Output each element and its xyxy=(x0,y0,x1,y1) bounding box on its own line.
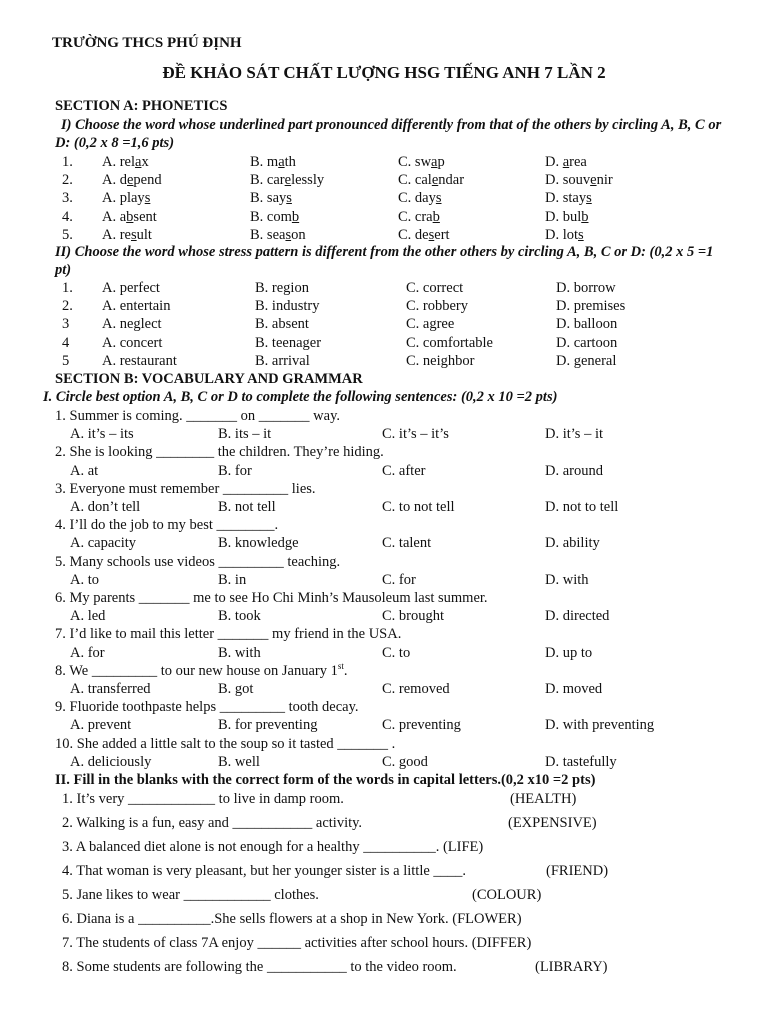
answer-option: C. after xyxy=(382,462,426,479)
answer-option xyxy=(102,171,162,189)
answer-option: D. borrow xyxy=(556,280,616,296)
answer-option: C. comfortable xyxy=(406,334,493,351)
fill-sentence: 4. That woman is very pleasant, but her younger sister is a little ____. xyxy=(62,863,467,879)
fill-sentence: 8. Some students are following the ___________ to the video room. xyxy=(62,959,457,975)
underlined-part: e xyxy=(126,172,134,189)
underlined-part: b xyxy=(126,208,134,225)
underlined-part: a xyxy=(562,154,570,170)
answer-option xyxy=(398,208,440,226)
underlined-part: s xyxy=(131,226,137,243)
underlined-part: a xyxy=(278,154,285,170)
answer-option: A. it’s – its xyxy=(70,426,134,443)
underlined-part: a xyxy=(431,154,438,170)
answer-option xyxy=(102,208,157,226)
option-text: D. xyxy=(545,154,563,170)
answer-option: D. directed xyxy=(545,608,610,625)
answer-option: C. for xyxy=(382,571,416,588)
answer-option xyxy=(545,226,584,244)
option-text: B. sea xyxy=(250,226,286,243)
question-text xyxy=(55,407,340,425)
answer-option xyxy=(545,153,587,171)
question-text xyxy=(55,698,359,716)
root-word: (HEALTH) xyxy=(510,791,577,807)
answer-option: A. prevent xyxy=(70,717,132,734)
section-b-part1-instruction: I. Circle best option A, B, C or D to complete the following sentences: (0,2 x 10 =2 pts) xyxy=(43,389,558,405)
question-number: 4 xyxy=(62,334,70,351)
underlined-part: a xyxy=(135,154,142,170)
question-stem: 1. Summer is coming. _______ on _______ way. xyxy=(55,408,341,424)
answer-option xyxy=(545,208,589,226)
fill-sentence: 1. It’s very ____________ to live in damp room. xyxy=(62,791,344,807)
underlined-part: b xyxy=(581,208,589,225)
option-text: ndar xyxy=(438,172,465,189)
option-text: x xyxy=(141,154,149,170)
answer-option: B. for preventing xyxy=(218,717,318,734)
question-number: 2. xyxy=(62,298,73,315)
question-text xyxy=(55,480,316,498)
question-text xyxy=(55,516,278,534)
answer-option: D. with xyxy=(545,571,589,588)
fill-sentence: 6. Diana is a __________.She sells flowers at a shop in New York. (FLOWER) xyxy=(62,911,522,927)
answer-option: A. perfect xyxy=(102,280,160,296)
answer-option: D. balloon xyxy=(556,316,618,333)
option-text: D. lot xyxy=(545,226,579,243)
question-text xyxy=(55,735,395,753)
option-text: lessly xyxy=(291,172,325,189)
root-word: (FRIEND) xyxy=(546,863,609,879)
answer-option: D. tastefully xyxy=(545,753,617,770)
underlined-part: e xyxy=(431,172,439,189)
underlined-part: s xyxy=(286,190,292,207)
answer-option: C. neighbor xyxy=(406,352,475,369)
answer-option: C. agree xyxy=(406,316,455,333)
question-stem: 8. We _________ to our new house on January 1 xyxy=(55,662,338,679)
option-text: B. say xyxy=(250,190,287,207)
answer-option: D. general xyxy=(556,352,617,369)
option-text: D. souv xyxy=(545,172,591,189)
answer-option xyxy=(545,171,613,189)
section-b-part2-instruction: II. Fill in the blanks with the correct form of the words in capital letters.(0,2 x10 =2 pts) xyxy=(55,772,596,788)
question-text xyxy=(55,625,401,643)
answer-option xyxy=(250,153,296,171)
answer-option: B. not tell xyxy=(218,499,276,515)
answer-option: A. for xyxy=(70,644,105,661)
answer-option: C. good xyxy=(382,753,428,770)
answer-option: D. with preventing xyxy=(545,717,655,734)
option-text: D. bul xyxy=(545,208,582,225)
question-stem: 4. I’ll do the job to my best ________. xyxy=(55,517,279,534)
underlined-part: b xyxy=(432,208,440,225)
answer-option: B. took xyxy=(218,608,261,625)
answer-option: A. to xyxy=(70,571,99,588)
answer-option: A. led xyxy=(70,608,106,625)
underlined-part: b xyxy=(291,208,300,225)
option-text: A. play xyxy=(102,190,145,207)
option-text: th xyxy=(284,154,296,170)
question-text xyxy=(55,553,340,571)
answer-option xyxy=(398,153,445,171)
fill-sentence: 3. A balanced diet alone is not enough for a healthy __________. (LIFE) xyxy=(62,839,484,855)
question-end: . xyxy=(343,662,348,679)
answer-option xyxy=(250,208,299,226)
answer-option: A. entertain xyxy=(102,298,171,315)
question-stem: 5. Many schools use videos _________ teaching. xyxy=(55,553,341,570)
answer-option: B. teenager xyxy=(255,334,322,351)
option-text: ult xyxy=(136,226,152,243)
answer-option: B. in xyxy=(218,571,247,588)
option-text: C. de xyxy=(398,226,429,243)
option-text: C. cra xyxy=(398,208,433,225)
answer-option: D. moved xyxy=(545,681,603,697)
option-text: A. re xyxy=(102,226,131,243)
root-word: (LIBRARY) xyxy=(535,959,608,975)
question-stem: 7. I’d like to mail this letter _______ my friend in the USA. xyxy=(55,626,402,643)
answer-option: D. around xyxy=(545,462,603,479)
question-number: 2. xyxy=(62,172,73,189)
answer-option: D. ability xyxy=(545,535,600,552)
question-number: 1. xyxy=(62,154,73,170)
answer-option: A. restaurant xyxy=(102,352,177,369)
answer-option: A. don’t tell xyxy=(70,499,141,515)
answer-option: D. premises xyxy=(556,298,626,315)
answer-option xyxy=(250,226,306,244)
underlined-part: s xyxy=(578,226,584,243)
question-text xyxy=(55,589,488,607)
option-text: C. sw xyxy=(398,154,432,170)
section-a-part1-instruction: I) Choose the word whose underlined part pronounced differently from that of the others by circling A, B, C or D: (0,2 x 8 =1,6 pts) xyxy=(55,117,722,152)
answer-option xyxy=(250,189,292,207)
answer-option: D. not to tell xyxy=(545,499,619,515)
answer-option: B. well xyxy=(218,753,260,770)
option-text: A. a xyxy=(102,208,127,225)
question-number: 5. xyxy=(62,226,73,243)
fill-sentence: 5. Jane likes to wear ____________ clothes. xyxy=(62,887,319,903)
answer-option xyxy=(102,153,149,171)
option-text: sent xyxy=(133,208,157,225)
underlined-part: s xyxy=(428,226,435,243)
option-text: pend xyxy=(133,172,162,189)
answer-option: B. industry xyxy=(255,298,320,315)
answer-option xyxy=(398,226,450,244)
option-text: ert xyxy=(434,226,450,243)
option-text: A. rel xyxy=(102,154,136,170)
option-text: B. car xyxy=(250,172,285,189)
option-text: rea xyxy=(569,154,587,170)
section-a-heading: SECTION A: PHONETICS xyxy=(55,98,228,114)
answer-option: D. it’s – it xyxy=(545,426,604,443)
question-stem: 9. Fluoride toothpaste helps _________ tooth decay. xyxy=(55,699,359,716)
option-text: B. com xyxy=(250,208,292,225)
question-stem: 6. My parents _______ me to see Ho Chi Minh’s Mausoleum last summer. xyxy=(55,590,488,606)
answer-option: D. up to xyxy=(545,644,593,661)
answer-option: C. to xyxy=(382,644,411,661)
answer-option: C. removed xyxy=(382,681,450,697)
answer-option: B. knowledge xyxy=(218,535,299,552)
option-text: p xyxy=(437,154,445,170)
question-number: 3. xyxy=(62,190,73,207)
section-a-part2-instruction: II) Choose the word whose stress pattern is different from the other others by circling A, B, C or D: (0,2 x 5 =1 pt) xyxy=(55,244,714,279)
option-text: nir xyxy=(596,172,613,189)
option-text: D. stay xyxy=(545,190,587,207)
underlined-part: e xyxy=(284,172,292,189)
question-stem: 3. Everyone must remember _________ lies. xyxy=(55,480,316,497)
underlined-part: s xyxy=(144,190,151,207)
answer-option: B. for xyxy=(218,462,252,479)
question-number: 1. xyxy=(62,280,73,296)
root-word: (EXPENSIVE) xyxy=(508,815,597,831)
option-text: C. cal xyxy=(398,172,432,189)
answer-option: A. neglect xyxy=(102,316,162,333)
answer-option xyxy=(102,189,150,207)
answer-option xyxy=(250,171,324,189)
answer-option: A. capacity xyxy=(70,535,137,552)
answer-option: A. concert xyxy=(102,334,163,351)
question-text xyxy=(55,662,348,680)
option-text: B. m xyxy=(250,154,279,170)
answer-option: D. cartoon xyxy=(556,334,618,351)
root-word: (COLOUR) xyxy=(472,887,542,903)
underlined-part: s xyxy=(586,190,592,207)
answer-option: B. its – it xyxy=(218,426,272,443)
question-number: 5 xyxy=(62,352,70,369)
fill-sentence: 7. The students of class 7A enjoy ______ activities after school hours. (DIFFER) xyxy=(62,935,532,951)
answer-option: C. talent xyxy=(382,535,432,552)
underlined-part: e xyxy=(590,172,597,189)
answer-option: A. at xyxy=(70,462,99,479)
answer-option xyxy=(545,189,592,207)
exam-title: ĐỀ KHẢO SÁT CHẤT LƯỢNG HSG TIẾNG ANH 7 LẦN 2 xyxy=(162,63,606,82)
underlined-part: s xyxy=(285,226,292,243)
answer-option: B. got xyxy=(218,681,254,697)
answer-option: A. deliciously xyxy=(70,753,152,770)
question-number: 3 xyxy=(62,316,70,333)
underlined-part: s xyxy=(435,190,442,207)
question-number: 4. xyxy=(62,208,73,225)
option-text: A. d xyxy=(102,172,127,189)
answer-option: C. preventing xyxy=(382,717,461,734)
answer-option: A. transferred xyxy=(70,681,151,697)
answer-option: C. correct xyxy=(406,280,464,296)
answer-option: B. absent xyxy=(255,316,309,333)
question-stem: 2. She is looking ________ the children. They’re hiding. xyxy=(55,444,384,461)
answer-option: C. to not tell xyxy=(382,499,455,515)
answer-option: B. region xyxy=(255,280,309,296)
answer-option xyxy=(102,226,152,244)
superscript: st xyxy=(337,660,344,671)
answer-option xyxy=(398,171,464,189)
answer-option: B. arrival xyxy=(255,352,310,369)
answer-option: C. brought xyxy=(382,608,445,625)
question-text xyxy=(55,443,384,461)
question-stem: 10. She added a little salt to the soup so it tasted _______ . xyxy=(55,735,396,752)
answer-option xyxy=(398,189,442,207)
section-b-heading: SECTION B: VOCABULARY AND GRAMMAR xyxy=(55,371,363,387)
option-text: on xyxy=(291,226,306,243)
answer-option: C. it’s – it’s xyxy=(382,426,449,443)
fill-sentence: 2. Walking is a fun, easy and ___________ activity. xyxy=(62,815,363,831)
school-name: TRƯỜNG THCS PHÚ ĐỊNH xyxy=(52,35,242,51)
answer-option: C. robbery xyxy=(406,298,469,315)
answer-option: B. with xyxy=(218,644,261,661)
option-text: C. day xyxy=(398,190,436,207)
